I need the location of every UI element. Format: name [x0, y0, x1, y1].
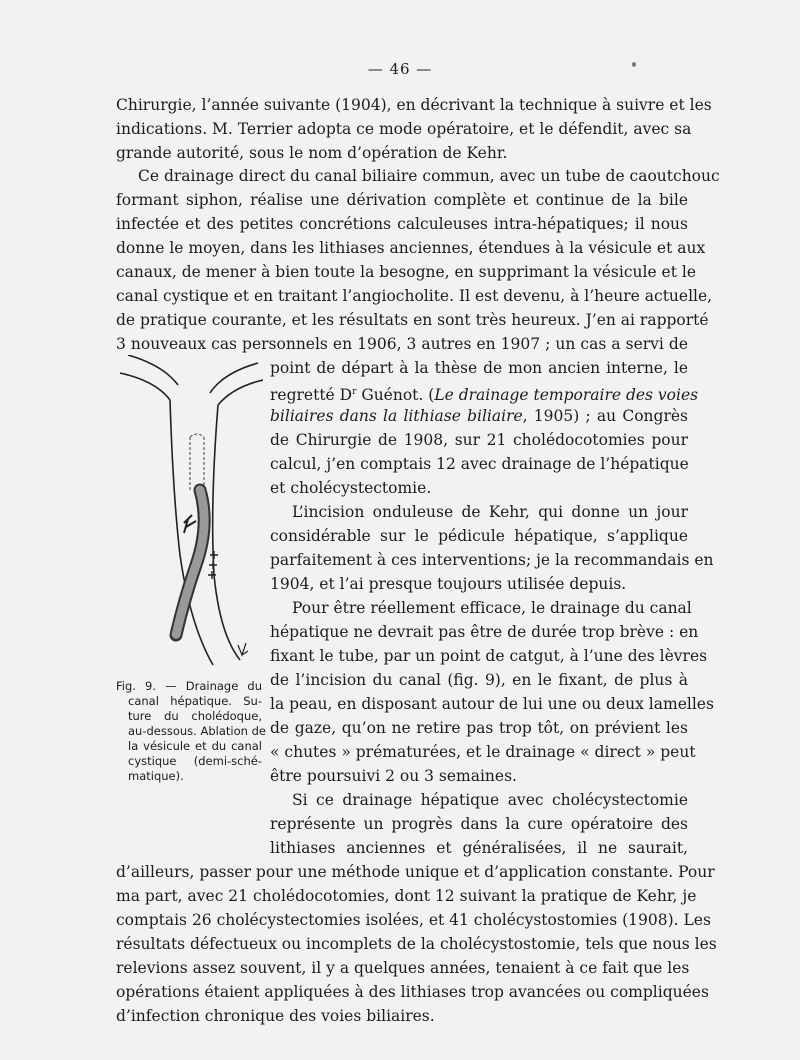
figure-caption [116, 679, 266, 784]
text-line: « chutes » prématurées, et le drainage « direct » peut [270, 743, 696, 761]
text-line: parfaitement à ces interventions; je la recommandais en [270, 551, 714, 569]
text-line: canal cystique et en traitant l’angiocholite. Il est devenu, à l’heure actuelle, [116, 287, 713, 305]
text-line: 1904, et l’ai presque toujours utilisée depuis. [270, 575, 627, 593]
text-line: calcul, j’en comptais 12 avec drainage de l’hépatique [270, 455, 689, 473]
text-line: de Chirurgie de 1908, sur 21 cholédocotomies pour [270, 431, 688, 449]
text-line: 3 nouveaux cas personnels en 1906, 3 autres en 1907 ; un cas a servi de [116, 335, 688, 353]
text-line: donne le moyen, dans les lithiases anciennes, étendues à la vésicule et aux [116, 239, 706, 257]
text-line: formant siphon, réalise une dérivation complète et continue de la bile [116, 191, 688, 209]
text-line: Si ce drainage hépatique avec cholécystectomie [292, 791, 688, 809]
caption-line: ture du cholédoque, [128, 709, 262, 723]
text-line: opérations étaient appliquées à des lithiases trop avancées ou compliquées [116, 983, 709, 1001]
caption-line: au-dessous. Ablation de [128, 724, 266, 738]
text-line: de l’incision du canal (fig. 9), en le fixant, de plus à [270, 671, 688, 689]
caption-line: la vésicule et du canal [128, 739, 262, 753]
text-line: fixant le tube, par un point de catgut, à l’une des lèvres [270, 647, 708, 665]
text-line: et cholécystectomie. [270, 479, 432, 497]
caption-line: matique). [128, 769, 184, 783]
figure-9-illustration [118, 355, 263, 690]
text-line: L’incision onduleuse de Kehr, qui donne un jour [292, 503, 688, 521]
text-line: point de départ à la thèse de mon ancien interne, le [270, 359, 688, 377]
text-line: infectée et des petites concrétions calculeuses intra-hépatiques; il nous [116, 215, 688, 233]
caption-line: cystique (demi-sché- [128, 754, 262, 768]
text-line: Chirurgie, l’année suivante (1904), en décrivant la technique à suivre et les [116, 96, 712, 114]
text-line: biliaires dans la lithiase biliaire, 1905) ; au Congrès [270, 407, 688, 425]
text-line: considérable sur le pédicule hépatique, s’applique [270, 527, 688, 545]
text-line: canaux, de mener à bien toute la besogne, en supprimant la vésicule et le [116, 263, 697, 281]
text-line: de pratique courante, et les résultats en sont très heureux. J’en ai rapporté [116, 311, 709, 329]
text-line: la peau, en disposant autour de lui une ou deux lamelles [270, 695, 714, 713]
text-line: grande autorité, sous le nom d’opération de Kehr. [116, 144, 508, 162]
text-line: d’ailleurs, passer pour une méthode unique et d’application constante. Pour [116, 863, 715, 881]
text-line: comptais 26 cholécystectomies isolées, et 41 cholécystostomies (1908). Les [116, 911, 711, 929]
caption-line: canal hépatique. Su- [128, 694, 262, 708]
text-line: ma part, avec 21 cholédocotomies, dont 12 suivant la pratique de Kehr, je [116, 887, 697, 905]
text-line: regretté $D^r$ Guénot. (Le drainage temporaire des voies [270, 386, 699, 405]
ink-speck [632, 62, 636, 67]
text-line: d’infection chronique des voies biliaires. [116, 1007, 435, 1025]
text-line: hépatique ne devrait pas être de durée trop brève : en [270, 623, 699, 641]
text-line: indications. M. Terrier adopta ce mode opératoire, et le défendit, avec sa [116, 120, 692, 138]
text-line: être poursuivi 2 ou 3 semaines. [270, 767, 517, 785]
page-number: — 46 — [367, 60, 433, 78]
text-line: résultats défectueux ou incomplets de la cholécystostomie, tels que nous les [116, 935, 717, 953]
text-line: Pour être réellement efficace, le drainage du canal [292, 599, 692, 617]
text-line: de gaze, qu’on ne retire pas trop tôt, on prévient les [270, 719, 688, 737]
text-line: Ce drainage direct du canal biliaire commun, avec un tube de caoutchouc [138, 167, 720, 185]
text-line: relevions assez souvent, il y a quelques années, tenaient à ce fait que les [116, 959, 690, 977]
caption-line: Fig. 9. — Drainage du [116, 679, 262, 693]
text-line: représente un progrès dans la cure opératoire des [270, 815, 688, 833]
text-line: lithiases anciennes et généralisées, il ne saurait, [270, 839, 688, 857]
